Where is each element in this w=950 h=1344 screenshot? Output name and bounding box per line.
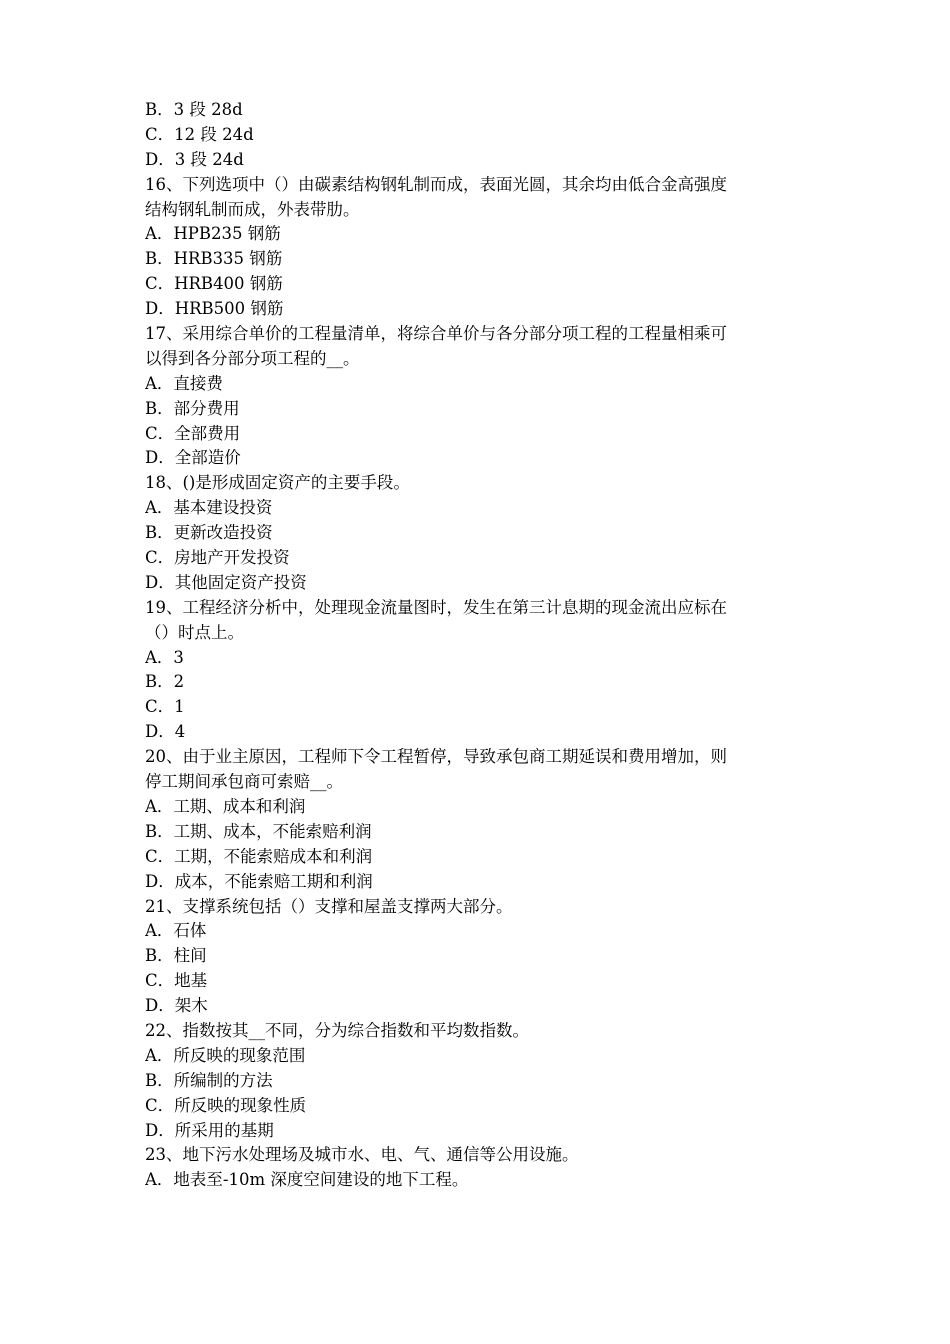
question-text-line: 17、采用综合单价的工程量清单，将综合单价与各分部分项工程的工程量相乘可 — [145, 324, 727, 344]
document-body — [145, 98, 817, 1193]
answer-option: A．3 — [145, 647, 184, 667]
answer-option: C．工期，不能索赔成本和利润 — [145, 846, 373, 866]
question-text-line: 16、下列选项中（）由碳素结构钢轧制而成，表面光圆，其余均由低合金高强度 — [145, 174, 727, 194]
answer-option: D．HRB500 钢筋 — [145, 299, 284, 319]
question-text-line: 以得到各分部分项工程的__。 — [145, 348, 360, 368]
answer-option: D．4 — [145, 722, 186, 742]
answer-option: B．柱间 — [145, 946, 207, 966]
answer-option: D．全部造价 — [145, 448, 241, 468]
answer-option: B．2 — [145, 672, 185, 692]
answer-option: D．架木 — [145, 996, 208, 1016]
answer-option: C．HRB400 钢筋 — [145, 274, 283, 294]
question-text-line: 22、指数按其__不同，分为综合指数和平均数指数。 — [145, 1020, 529, 1040]
answer-option: B．部分费用 — [145, 398, 240, 418]
question-text-line: 结构钢轧制而成，外表带肋。 — [145, 199, 360, 219]
answer-option: A．HPB235 钢筋 — [145, 224, 281, 244]
answer-option: A．直接费 — [145, 373, 223, 393]
question-text-line: 23、地下污水处理场及城市水、电、气、通信等公用设施。 — [145, 1145, 579, 1165]
question-text-line: 20、由于业主原因，工程师下令工程暂停，导致承包商工期延误和费用增加，则 — [145, 747, 727, 767]
answer-option: D．成本，不能索赔工期和利润 — [145, 871, 373, 891]
question-text-line: 停工期间承包商可索赔__。 — [145, 772, 343, 792]
answer-option: A．所反映的现象范围 — [145, 1045, 306, 1065]
answer-option: D．所采用的基期 — [145, 1120, 274, 1140]
answer-option: B．所编制的方法 — [145, 1070, 273, 1090]
answer-option: B．更新改造投资 — [145, 523, 273, 543]
answer-option: C．地基 — [145, 971, 208, 991]
answer-option: A．基本建设投资 — [145, 498, 273, 518]
answer-option: D．3 段 24d — [145, 149, 244, 169]
answer-option: A．地表至-10m 深度空间建设的地下工程。 — [145, 1170, 469, 1190]
question-text-line: 21、支撑系统包括（）支撑和屋盖支撑两大部分。 — [145, 896, 513, 916]
question-text-line: 19、工程经济分析中，处理现金流量图时，发生在第三计息期的现金流出应标在 — [145, 597, 727, 617]
answer-option: C．12 段 24d — [145, 124, 254, 144]
answer-option: D．其他固定资产投资 — [145, 572, 307, 592]
answer-option: C．全部费用 — [145, 423, 241, 443]
answer-option: A．工期、成本和利润 — [145, 796, 306, 816]
question-text-line: 18、()是形成固定资产的主要手段。 — [145, 473, 410, 493]
answer-option: B．3 段 28d — [145, 100, 243, 119]
answer-option: B．工期、成本，不能索赔利润 — [145, 821, 372, 841]
answer-option: B．HRB335 钢筋 — [145, 249, 283, 269]
answer-option: A．石体 — [145, 921, 207, 941]
answer-option: C．房地产开发投资 — [145, 548, 290, 568]
answer-option: C．1 — [145, 697, 185, 717]
answer-option: C．所反映的现象性质 — [145, 1095, 307, 1115]
question-text-line: （）时点上。 — [145, 622, 244, 642]
